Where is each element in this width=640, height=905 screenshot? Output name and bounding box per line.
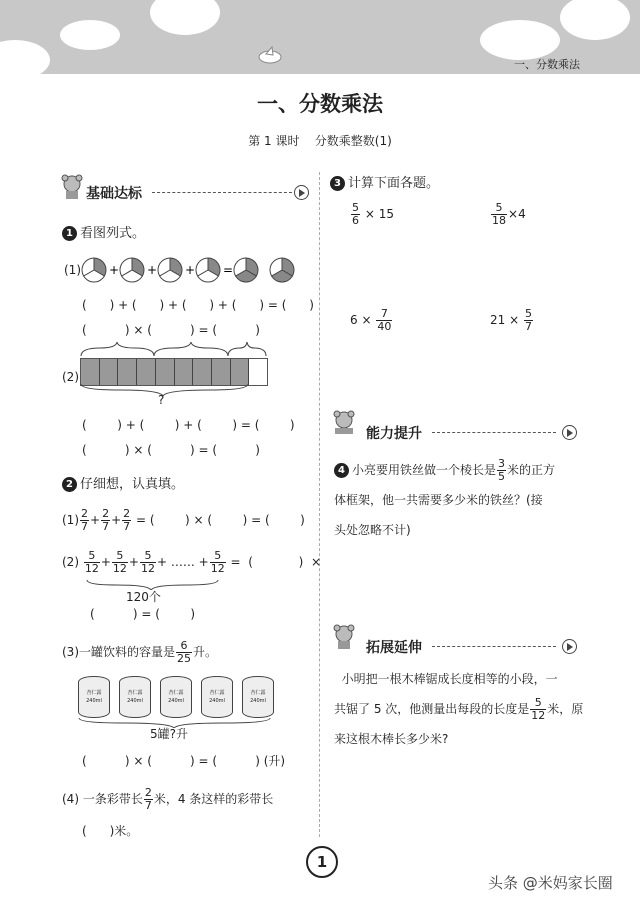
play-icon: [562, 425, 577, 440]
drink-can: 杏仁露 240ml: [119, 676, 151, 718]
play-icon: [562, 639, 577, 654]
header-section-name: 一、分数乘法: [514, 58, 580, 71]
mascot-icon: [332, 410, 356, 436]
bottom-brace: [80, 384, 270, 396]
question-4: 4 小亮要用铁丝做一个棱长是 $\frac{3}{5}$ 米的正方 体框架，他一共需要多少米的铁丝？(接 头处忽略不计): [334, 457, 556, 537]
operator: +: [147, 263, 158, 277]
question-3-title: 3 计算下面各题。: [330, 172, 439, 191]
calc-b: $\frac{5}{18}$ ×4: [492, 201, 526, 227]
answer-line: ( ) × ( ) = ( ): [82, 443, 260, 457]
bar-diagram: [80, 358, 268, 386]
bar-cell: [118, 359, 137, 385]
drink-can: 杏仁露 240ml: [160, 676, 192, 718]
section-label: 拓展延伸: [366, 640, 422, 656]
sub-label: (2): [62, 370, 79, 384]
answer-line: ( )米。: [82, 824, 139, 838]
q2-part-2: (2) $\frac{5}{12}$ + $\frac{5}{12}$ + $\frac{5}{12}$ + …… + $\frac{5}{12}$ = ( ) ×: [62, 549, 322, 575]
mascot-icon: [60, 174, 84, 200]
section-basic: [60, 178, 310, 204]
page-number: 1: [306, 846, 338, 878]
section-label: 能力提升: [366, 426, 422, 442]
section-extension: [332, 632, 582, 658]
lesson-subtitle: 第 1 课时 分数乘整数(1): [248, 134, 392, 148]
answer-line: ( ) + ( ) + ( ) = ( ): [82, 418, 295, 432]
q2-part-3: (3)一罐饮料的容量是 $\frac{6}{25}$ 升。: [62, 639, 218, 665]
answer-line: ( ) + ( ) + ( ) + ( ) = ( ): [82, 298, 314, 312]
bird-icon: [256, 46, 284, 66]
calc-a: $\frac{5}{6}$ × 15: [352, 201, 394, 227]
calc-c: 6 × $\frac{7}{40}$: [350, 307, 392, 333]
pie-diagram: [80, 255, 305, 285]
play-icon: [294, 185, 309, 200]
question-1-title: 1 看图列式。: [62, 222, 145, 241]
bar-question-mark: ?: [158, 393, 165, 407]
bar-cell: [100, 359, 119, 385]
answer-line: ( ) × ( ) = ( ) (升): [82, 754, 286, 768]
bar-cell: [249, 359, 267, 385]
bar-cell: [212, 359, 231, 385]
answer-line: ( ) = ( ): [90, 607, 196, 621]
page-title: 一、分数乘法: [257, 92, 383, 116]
bar-cell: [193, 359, 212, 385]
bar-cell: [156, 359, 175, 385]
drink-cans: [78, 676, 278, 720]
term-count: 120个: [126, 590, 161, 604]
column-divider: [319, 172, 320, 837]
mascot-icon: [332, 624, 356, 650]
operator: +: [109, 263, 120, 277]
section-label: 基础达标: [86, 186, 142, 202]
question-5: 小明把一根木棒锯成长度相等的小段，一 共锯了 5 次，他测量出每段的长度是 $\frac{5}{12}$ 米，原 来这根木棒长多少米?: [334, 672, 584, 746]
drink-can: 杏仁露 240ml: [78, 676, 110, 718]
bar-cell: [81, 359, 100, 385]
q2-part-4: (4) 一条彩带长 $\frac{2}{7}$ 米，4 条这样的彩带长: [62, 786, 274, 812]
bar-cell: [137, 359, 156, 385]
drink-can: 杏仁露 240ml: [242, 676, 274, 718]
bar-cell: [231, 359, 250, 385]
operator: =: [223, 263, 234, 277]
drink-can: 杏仁露 240ml: [201, 676, 233, 718]
question-2-title: 2 仔细想，认真填。: [62, 473, 184, 492]
brace-marks: [80, 342, 270, 358]
watermark: 头条 @米妈家长圈: [488, 874, 613, 892]
calc-d: 21 × $\frac{5}{7}$: [490, 307, 532, 333]
cans-caption: 5罐?升: [150, 727, 189, 741]
q2-part-1: (1) $\frac{2}{7}$ + $\frac{2}{7}$ + $\frac{2}{7}$ = ( ) × ( ) = ( ): [62, 507, 305, 533]
operator: +: [185, 263, 196, 277]
section-ability: [332, 418, 582, 444]
answer-line: ( ) × ( ) = ( ): [82, 323, 260, 337]
page-header: [0, 0, 640, 74]
bar-cell: [175, 359, 194, 385]
sub-label: (1): [64, 263, 81, 277]
